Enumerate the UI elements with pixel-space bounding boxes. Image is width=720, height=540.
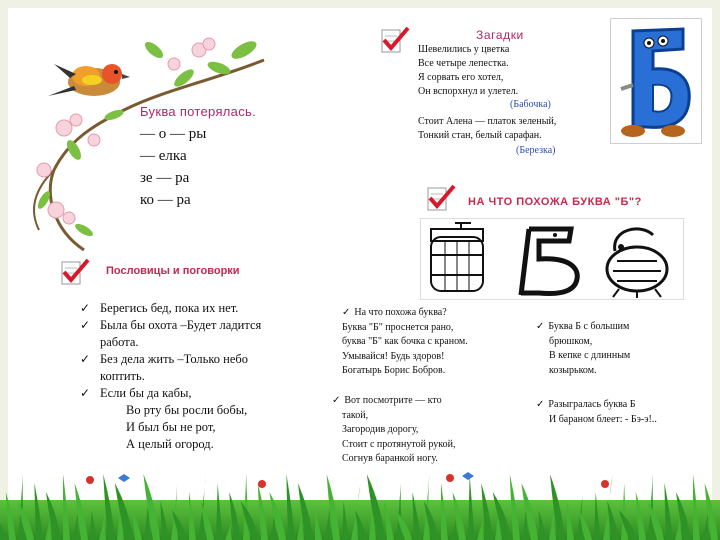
checkmark-icon: ✓ [332, 395, 341, 406]
checkmark-icon: ✓ [80, 318, 91, 332]
riddle-line: Шевелились у цветка [418, 44, 510, 55]
letter-b-figure-illustration [521, 229, 577, 295]
proverbs-list [78, 300, 300, 453]
lost-letter-line: ко — ра [140, 192, 191, 208]
list-item: ✓ Берегись бед, пока их нет. [80, 301, 239, 315]
lost-letter-line: зе — ра [140, 170, 190, 186]
grass-border-illustration [0, 440, 720, 540]
letter-b-shapes-panel [420, 218, 684, 300]
poem-center-bottom: ✓ Вот посмотрите — кто такой, Загородив дорогу, Стоит с протянутой рукой, Согнув баранкой ногу. [332, 395, 456, 464]
riddle-answer: (Березка) [516, 145, 556, 156]
poem-right-bottom: ✓ Разыгралась буква Б И бараном блеет: - Бэ-э!.. [536, 399, 657, 425]
lost-letter-title: Буква потерялась. [140, 104, 256, 119]
list-item: ✓ Если бы да кабы, Во рту бы росли бобы, И был бы не рот, А целый огород. [80, 386, 248, 451]
checkmark-icon: ✓ [536, 321, 545, 332]
proverbs-title: Пословицы и поговорки [106, 265, 240, 277]
poem-center-top: ✓ На что похожа буква? Буква "Б" проснется рано, буква "Б" как бочка с краном. Умывайся! Будь здоров! Богатырь Борис Бобров. [342, 307, 468, 376]
list-item: ✓ Была бы охота –Будет ладится работа. [80, 318, 262, 349]
riddles-title: Загадки [476, 28, 524, 42]
barrel-illustration [431, 223, 483, 291]
checkmark-page-icon [60, 258, 90, 286]
letter-b-character-illustration [610, 18, 702, 144]
lost-letter-line: — елка [140, 148, 187, 164]
beetle-illustration [607, 229, 667, 298]
checkmark-icon: ✓ [536, 399, 545, 410]
checkmark-icon: ✓ [80, 301, 91, 315]
riddle-answer: (Бабочка) [510, 99, 551, 110]
list-item: ✓ Без дела жить –Только небо коптить. [80, 352, 249, 383]
riddle-line: Тонкий стан, белый сарафан. [418, 130, 542, 141]
checkmark-page-icon [426, 184, 456, 212]
checkmark-icon: ✓ [80, 386, 91, 400]
checkmark-page-icon [380, 26, 410, 54]
riddle-line: Я сорвать его хотел, [418, 72, 504, 83]
checkmark-icon: ✓ [80, 352, 91, 366]
checkmark-icon: ✓ [342, 307, 351, 318]
riddle-line: Он вспорхнул и улетел. [418, 86, 519, 97]
shape-section-title: НА ЧТО ПОХОЖА БУКВА "Б"? [468, 196, 642, 208]
riddle-line: Все четыре лепестка. [418, 58, 509, 69]
riddle-line: Стоит Алена — платок зеленый, [418, 116, 557, 127]
poem-right-top: ✓ Буква Б с большим брюшком, В кепке с длинным козырьком. [536, 321, 631, 376]
lost-letter-line: — о — ры [140, 126, 207, 142]
